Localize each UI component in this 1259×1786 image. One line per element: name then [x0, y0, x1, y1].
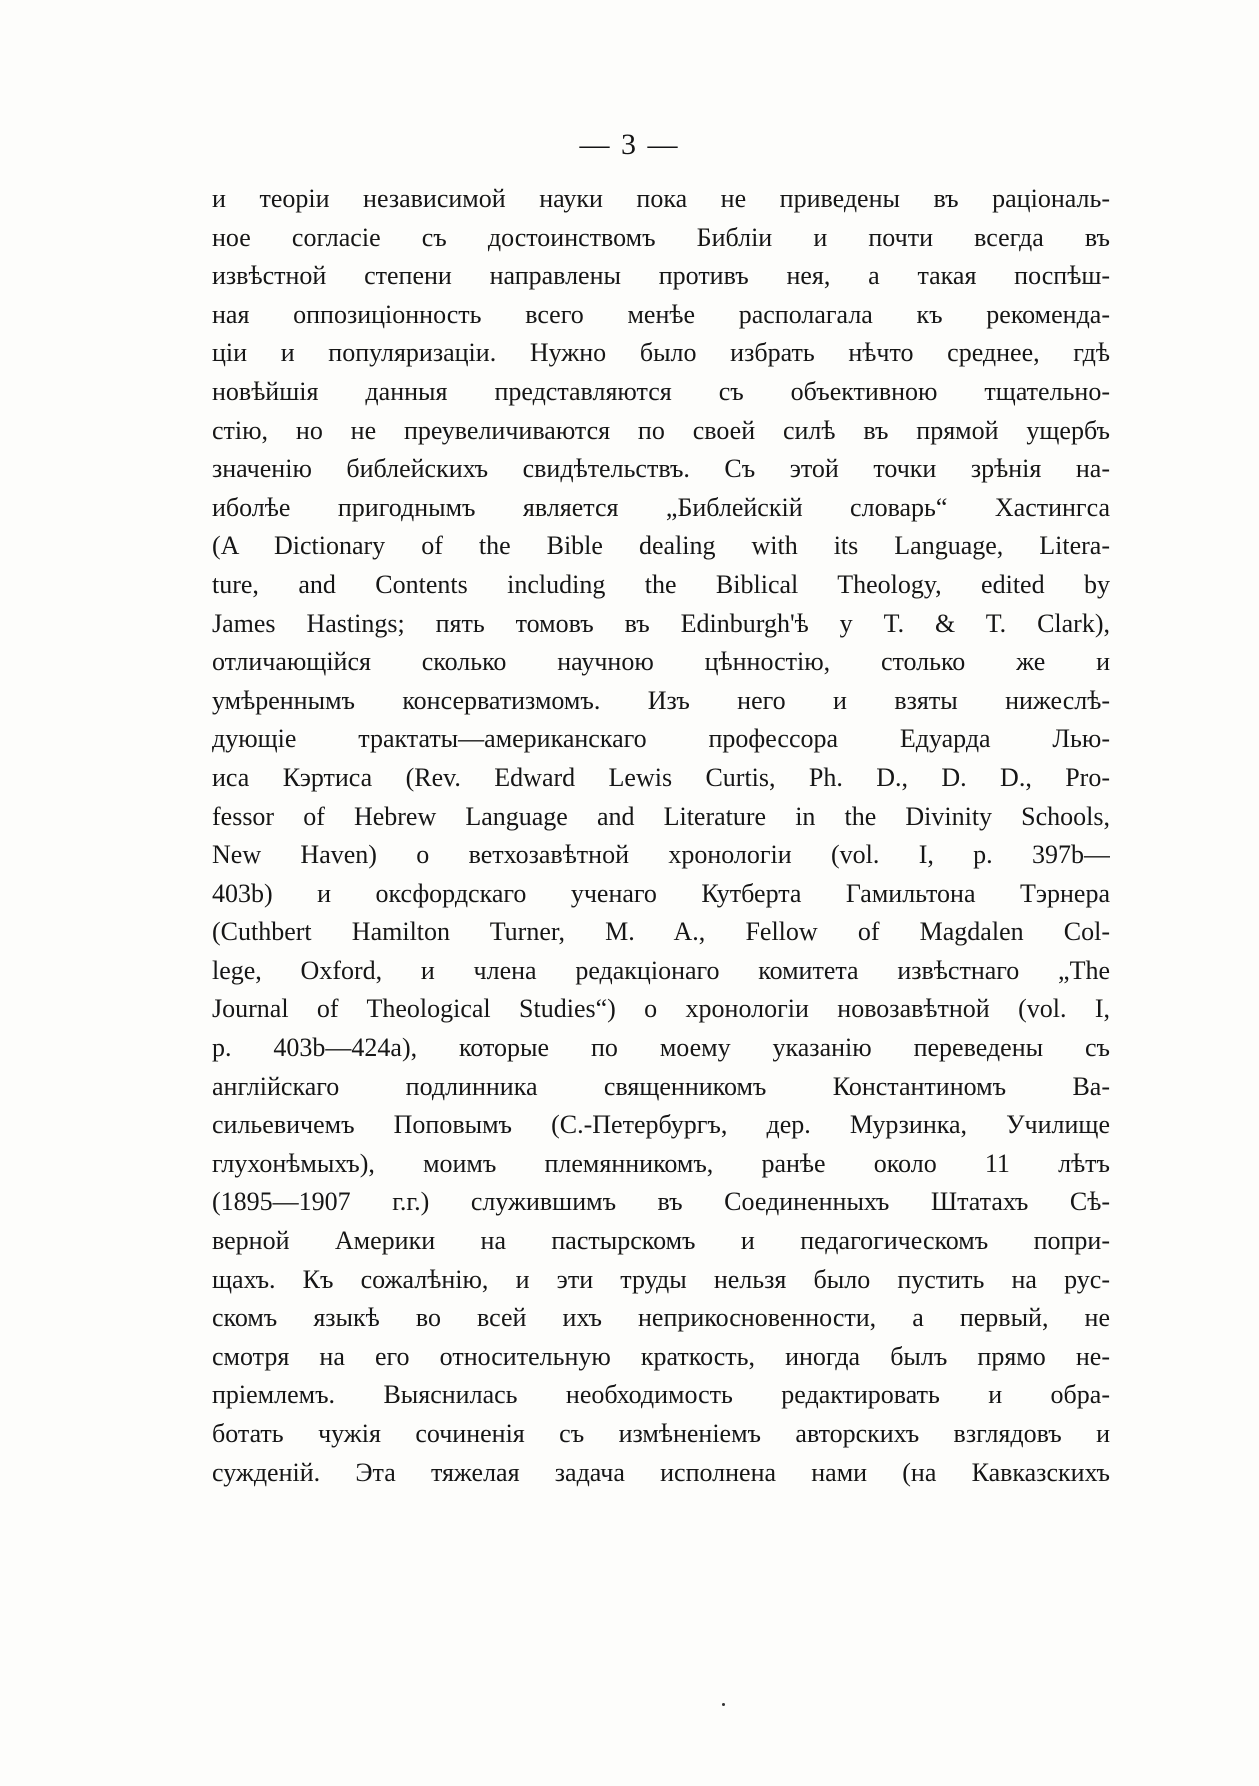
text-line: Journal of Theological Studies“) о хронологіи новозавѣтной (vol. I,: [212, 994, 1110, 1024]
text-line: (1895—1907 г.г.) служившимъ въ Соединенныхъ Штатахъ Сѣ-: [212, 1187, 1110, 1217]
text-line: и теоріи независимой науки пока не приведены въ раціональ-: [212, 184, 1110, 213]
text-line: p. 403b—424a), которые по моему указанію переведены съ: [212, 1033, 1110, 1063]
text-line: пріемлемъ. Выяснилась необходимость редактировать и обра-: [212, 1380, 1110, 1410]
text-line: дующіе трактаты—американскаго профессора Едуарда Лью-: [212, 724, 1110, 754]
text-line: значенію библейскихъ свидѣтельствъ. Съ этой точки зрѣнія на-: [212, 454, 1110, 484]
text-line: 403b) и оксфордскаго ученаго Кутберта Гамильтона Тэрнера: [212, 878, 1110, 908]
text-line: fessor of Hebrew Language and Literature in the Divinity Schools,: [212, 801, 1110, 831]
text-line: James Hastings; пять томовъ въ Edinburgh'ѣ у T. & T. Clark),: [212, 608, 1110, 638]
text-line: иболѣе пригоднымъ является „Библейскій словарь“ Хастингса: [212, 492, 1110, 522]
text-line: англійскаго подлинника священникомъ Константиномъ Ва-: [212, 1071, 1110, 1101]
text-line: верной Америки на пастырскомъ и педагогическомъ попри-: [212, 1226, 1110, 1256]
page-number: — 3 —: [579, 128, 680, 161]
text-line: смотря на его относительную краткость, иногда былъ прямо не-: [212, 1341, 1110, 1371]
text-line: ботать чужія сочиненія съ измѣненіемъ авторскихъ взглядовъ и: [212, 1419, 1110, 1448]
text-line: умѣреннымъ консерватизмомъ. Изъ него и взяты нижеслѣ-: [212, 685, 1110, 715]
text-line: скомъ языкѣ во всей ихъ неприкосновенности, а первый, не: [212, 1303, 1110, 1333]
body-text: [212, 180, 1110, 1492]
text-line: глухонѣмыхъ), моимъ племянникомъ, ранѣе около 11 лѣтъ: [212, 1148, 1110, 1178]
text-line: извѣстной степени направлены противъ нея, а такая поспѣш-: [212, 261, 1110, 291]
print-speck: [722, 1703, 725, 1706]
text-line: ная оппозиціонность всего менѣе располагала къ рекоменда-: [212, 299, 1110, 329]
text-line: ture, and Contents including the Biblical Theology, edited by: [212, 569, 1110, 599]
text-line: (A Dictionary of the Bible dealing with its Language, Litera-: [212, 531, 1110, 561]
text-line: сужденій. Эта тяжелая задача исполнена нами (на Кавказскихъ: [212, 1457, 1110, 1487]
text-line: New Haven) о ветхозавѣтной хронологіи (vol. I, p. 397b—: [212, 840, 1110, 870]
text-line: новѣйшія данныя представляются съ объективною тщательно-: [212, 376, 1110, 406]
text-line: ціи и популяризаціи. Нужно было избрать нѣчто среднее, гдѣ: [212, 338, 1110, 368]
text-line: (Cuthbert Hamilton Turner, M. A., Fellow of Magdalen Col-: [212, 917, 1110, 947]
text-line: ное согласіе съ достоинствомъ Библіи и почти всегда въ: [212, 222, 1110, 252]
text-line: lege, Oxford, и члена редакціонаго комитета извѣстнаго „The: [212, 955, 1110, 985]
text-line: сильевичемъ Поповымъ (С.-Петербургъ, дер. Мурзинка, Училище: [212, 1110, 1110, 1140]
text-line: стію, но не преувеличиваются по своей силѣ въ прямой ущербъ: [212, 415, 1110, 445]
text-line: щахъ. Къ сожалѣнію, и эти труды нельзя было пустить на рус-: [212, 1264, 1110, 1294]
text-line: иса Кэртиса (Rev. Edward Lewis Curtis, Ph. D., D. D., Pro-: [212, 762, 1110, 792]
text-line: отличающійся сколько научною цѣнностію, столько же и: [212, 647, 1110, 677]
